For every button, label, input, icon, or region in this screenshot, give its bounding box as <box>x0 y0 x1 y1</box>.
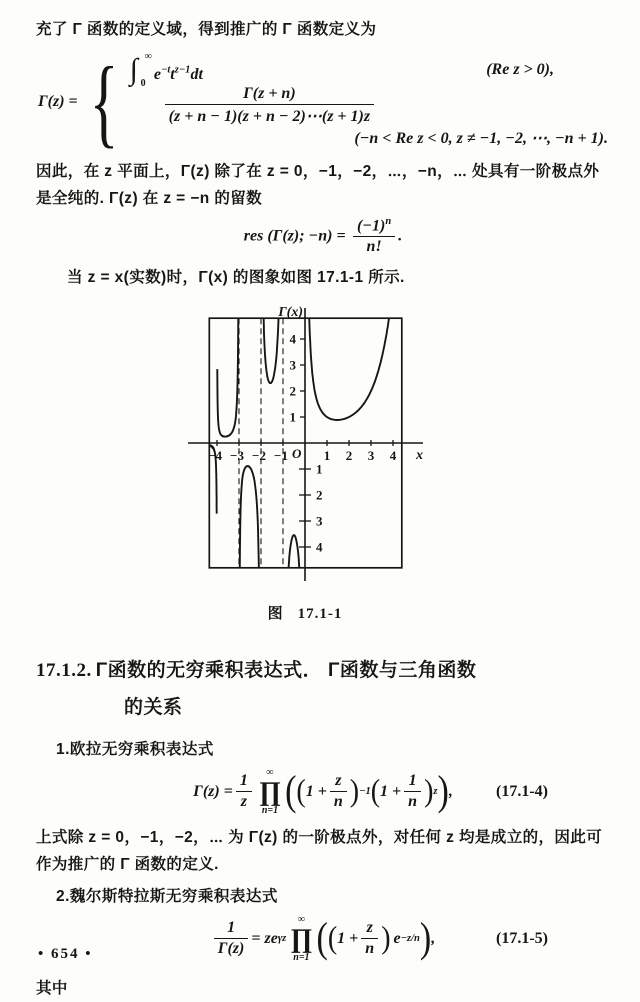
section-number: 17.1.2. <box>36 660 92 682</box>
integral-expression: ∫ ∞ 0 $e^{-t}t^{z-1}dt$ <box>129 51 203 89</box>
euler-note-paragraph: 上式除 z = 0，−1，−2，⋯ 为 Γ(z) 的一阶极点外，对任何 z 均是成立的，因此可作为推广的 Γ 函数的定义. <box>36 829 603 874</box>
weierstrass-title: 2.魏尔斯特拉斯无穷乘积表达式 <box>56 888 278 906</box>
residue-lhs: res (Γ(z); −n) = <box>243 227 346 245</box>
y-axis-title: Γ(x) <box>278 305 303 321</box>
gamma-curve-branch <box>239 466 260 587</box>
y-tick-label: 4 <box>289 331 296 347</box>
figure-17-1-1 <box>155 303 455 623</box>
gamma-curve-branch <box>305 303 402 420</box>
condition-rez-positive: (Re z > 0), <box>486 61 554 78</box>
euler-product-equation: Γ(z) = $\frac{1}{z}$ ∞ ∏ n=1 ( ( 1 + $\frac{z}{n}$ ) −1 ( 1 + $\frac{1}{n}$ ) z ) , (17.1-4) <box>193 767 548 817</box>
section-heading <box>36 655 610 719</box>
euler-product-title: 1.欧拉无穷乘积表达式 <box>56 741 214 759</box>
def-fraction: $\frac{\Gamma(z + n)}{(z + n - 1)(z + n - 2)\cdots(z + 1)z}$ <box>165 85 374 126</box>
equation-number-5: (17.1-5) <box>496 929 548 947</box>
one-over-z-fraction: $\frac{1}{z}$ <box>236 772 252 811</box>
y-tick-label: 1 <box>316 461 323 477</box>
figure-caption: 图 17.1-1 <box>267 605 343 623</box>
gamma-definition-equation <box>36 45 610 157</box>
product-sign: ∞ ∏ n=1 <box>258 767 282 817</box>
residue-equation: res (Γ(z); −n) = $\frac{(-1)^n}{n!}$ . <box>243 216 403 256</box>
condition-rez-negative: (−n < Re z < 0, z ≠ −1, −2, ⋯, −n + 1). <box>354 130 608 147</box>
integral-sign: ∫ ∞ 0 <box>129 51 152 89</box>
gamma-curve-branch <box>217 303 238 437</box>
product-sign: ∞ ∏ n=1 <box>290 914 313 964</box>
page-number: • 654 • <box>38 946 93 962</box>
y-tick-label: 2 <box>289 383 296 399</box>
y-tick-label: 4 <box>316 539 323 555</box>
figure-plot <box>155 303 455 587</box>
graph-intro-paragraph: 当 z = x(实数)时，Γ(x) 的图象如图 17.1-1 所示. <box>67 269 405 287</box>
equation-number-4: (17.1-4) <box>496 782 548 800</box>
x-tick-label: −4 <box>208 448 222 464</box>
x-tick-label: 4 <box>389 448 397 464</box>
x-axis-title: x <box>416 448 423 464</box>
x-tick-label: 3 <box>367 448 375 464</box>
x-tick-label: −1 <box>274 448 288 464</box>
y-tick-label: 2 <box>316 487 323 503</box>
cases-brace: { <box>89 45 119 157</box>
x-tick-label: 2 <box>345 448 353 464</box>
intro-paragraph: 充了 Γ 函数的定义域，得到推广的 Γ 函数定义为 <box>36 21 377 38</box>
section-title-line2: 的关系 <box>124 697 183 719</box>
gamma-curve-branch <box>283 536 304 588</box>
definition-cases <box>128 51 610 148</box>
residue-fraction: $\frac{(-1)^n}{n!}$ <box>353 216 395 256</box>
one-over-gamma-fraction: $\frac{1}{\Gamma(z)}$ <box>214 919 249 958</box>
y-tick-label: 3 <box>316 513 323 529</box>
y-tick-label: 1 <box>289 409 296 425</box>
x-tick-label: 1 <box>323 448 331 464</box>
origin-label: O <box>292 446 302 462</box>
section-title-line1: Γ函数的无穷乘积表达式． Γ函数与三角函数 <box>95 660 477 682</box>
qizhong-label: 其中 <box>36 980 68 998</box>
weierstrass-equation: $\frac{1}{\Gamma(z)}$ = z e γz ∞ ∏ n=1 ( ( 1 + $\frac{z}{n}$ ) e −z/n ) , (17.1-5) <box>36 914 610 963</box>
poles-paragraph: 因此，在 z 平面上，Γ(z) 除了在 z = 0，−1，−2，⋯，−n，⋯ 处具有一阶极点外是全纯的. Γ(z) 在 z = −n 的留数 <box>36 163 600 207</box>
y-tick-label: 3 <box>289 357 296 373</box>
x-tick-label: −2 <box>252 448 266 464</box>
x-tick-label: −3 <box>230 448 244 464</box>
def-lhs: Γ(z) = <box>38 92 78 110</box>
